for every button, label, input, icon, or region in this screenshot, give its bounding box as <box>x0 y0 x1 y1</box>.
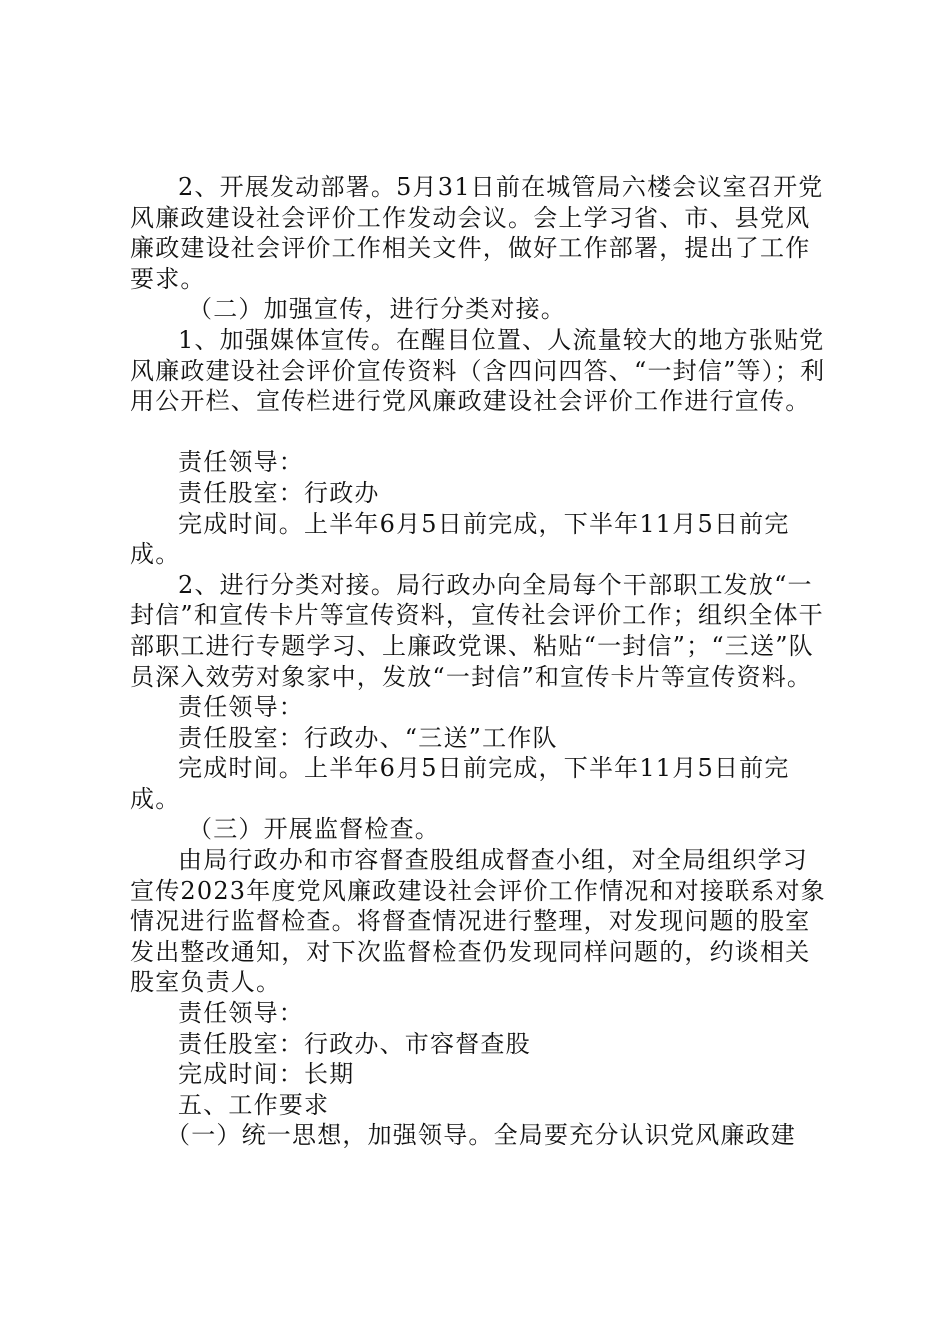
completion-time-line: 完成时间。上半年6月5日前完成，下半年11月5日前完成。 <box>130 509 790 569</box>
section-heading-publicity: （二）加强宣传，进行分类对接。 <box>188 295 566 324</box>
responsible-office-line: 责任股室：行政办、市容督查股 <box>178 1029 531 1058</box>
completion-time-line: 完成时间。上半年6月5日前完成，下半年11月5日前完成。 <box>130 754 790 813</box>
section-heading-work-requirements: 五、工作要求 <box>178 1090 330 1119</box>
paragraph-supervision-inspection: 由局行政办和市容督查股组成督查小组，对全局组织学习宣传2023年度党风廉政建设社会评价工作情况和对接联系对象情况进行监督检查。将督查情况进行整理，对发现问题的股室发出整改通知，对下次监督检查仍发现同样问题的，约谈相关股室负责人。 <box>130 846 826 997</box>
completion-time-line: 完成时间：长期 <box>178 1060 355 1089</box>
responsible-leader-line: 责任领导： <box>178 693 304 722</box>
document-body <box>130 172 830 1151</box>
responsible-office-line: 责任股室：行政办 <box>178 478 380 507</box>
section-heading-supervision: （三）开展监督检查。 <box>188 815 440 844</box>
paragraph-unify-thinking: （一）统一思想，加强领导。全局要充分认识党风廉政建 <box>166 1121 796 1150</box>
paragraph-kickoff-deployment: 2、开展发动部署。5月31日前在城管局六楼会议室召开党风廉政建设社会评价工作发动会议。会上学习省、市、县党风廉政建设社会评价工作相关文件，做好工作部署，提出了工作要求。 <box>130 173 824 293</box>
responsible-office-line: 责任股室：行政办、“三送”工作队 <box>178 723 558 752</box>
blank-line <box>130 417 830 448</box>
responsible-leader-line: 责任领导： <box>178 448 304 477</box>
responsible-leader-line: 责任领导： <box>178 999 304 1028</box>
paragraph-media-publicity: 1、加强媒体宣传。在醒目位置、人流量较大的地方张贴党风廉政建设社会评价宣传资料（含四问四答、“一封信”等）；利用公开栏、宣传栏进行党风廉政建设社会评价工作进行宣传。 <box>130 325 826 416</box>
paragraph-classified-docking: 2、进行分类对接。局行政办向全局每个干部职工发放“一封信”和宣传卡片等宣传资料，宣传社会评价工作；组织全体干部职工进行专题学习、上廉政党课、粘贴“一封信”；“三送”队员深入效劳对象家中，发放“一封信”和宣传卡片等宣传资料。 <box>130 570 824 691</box>
